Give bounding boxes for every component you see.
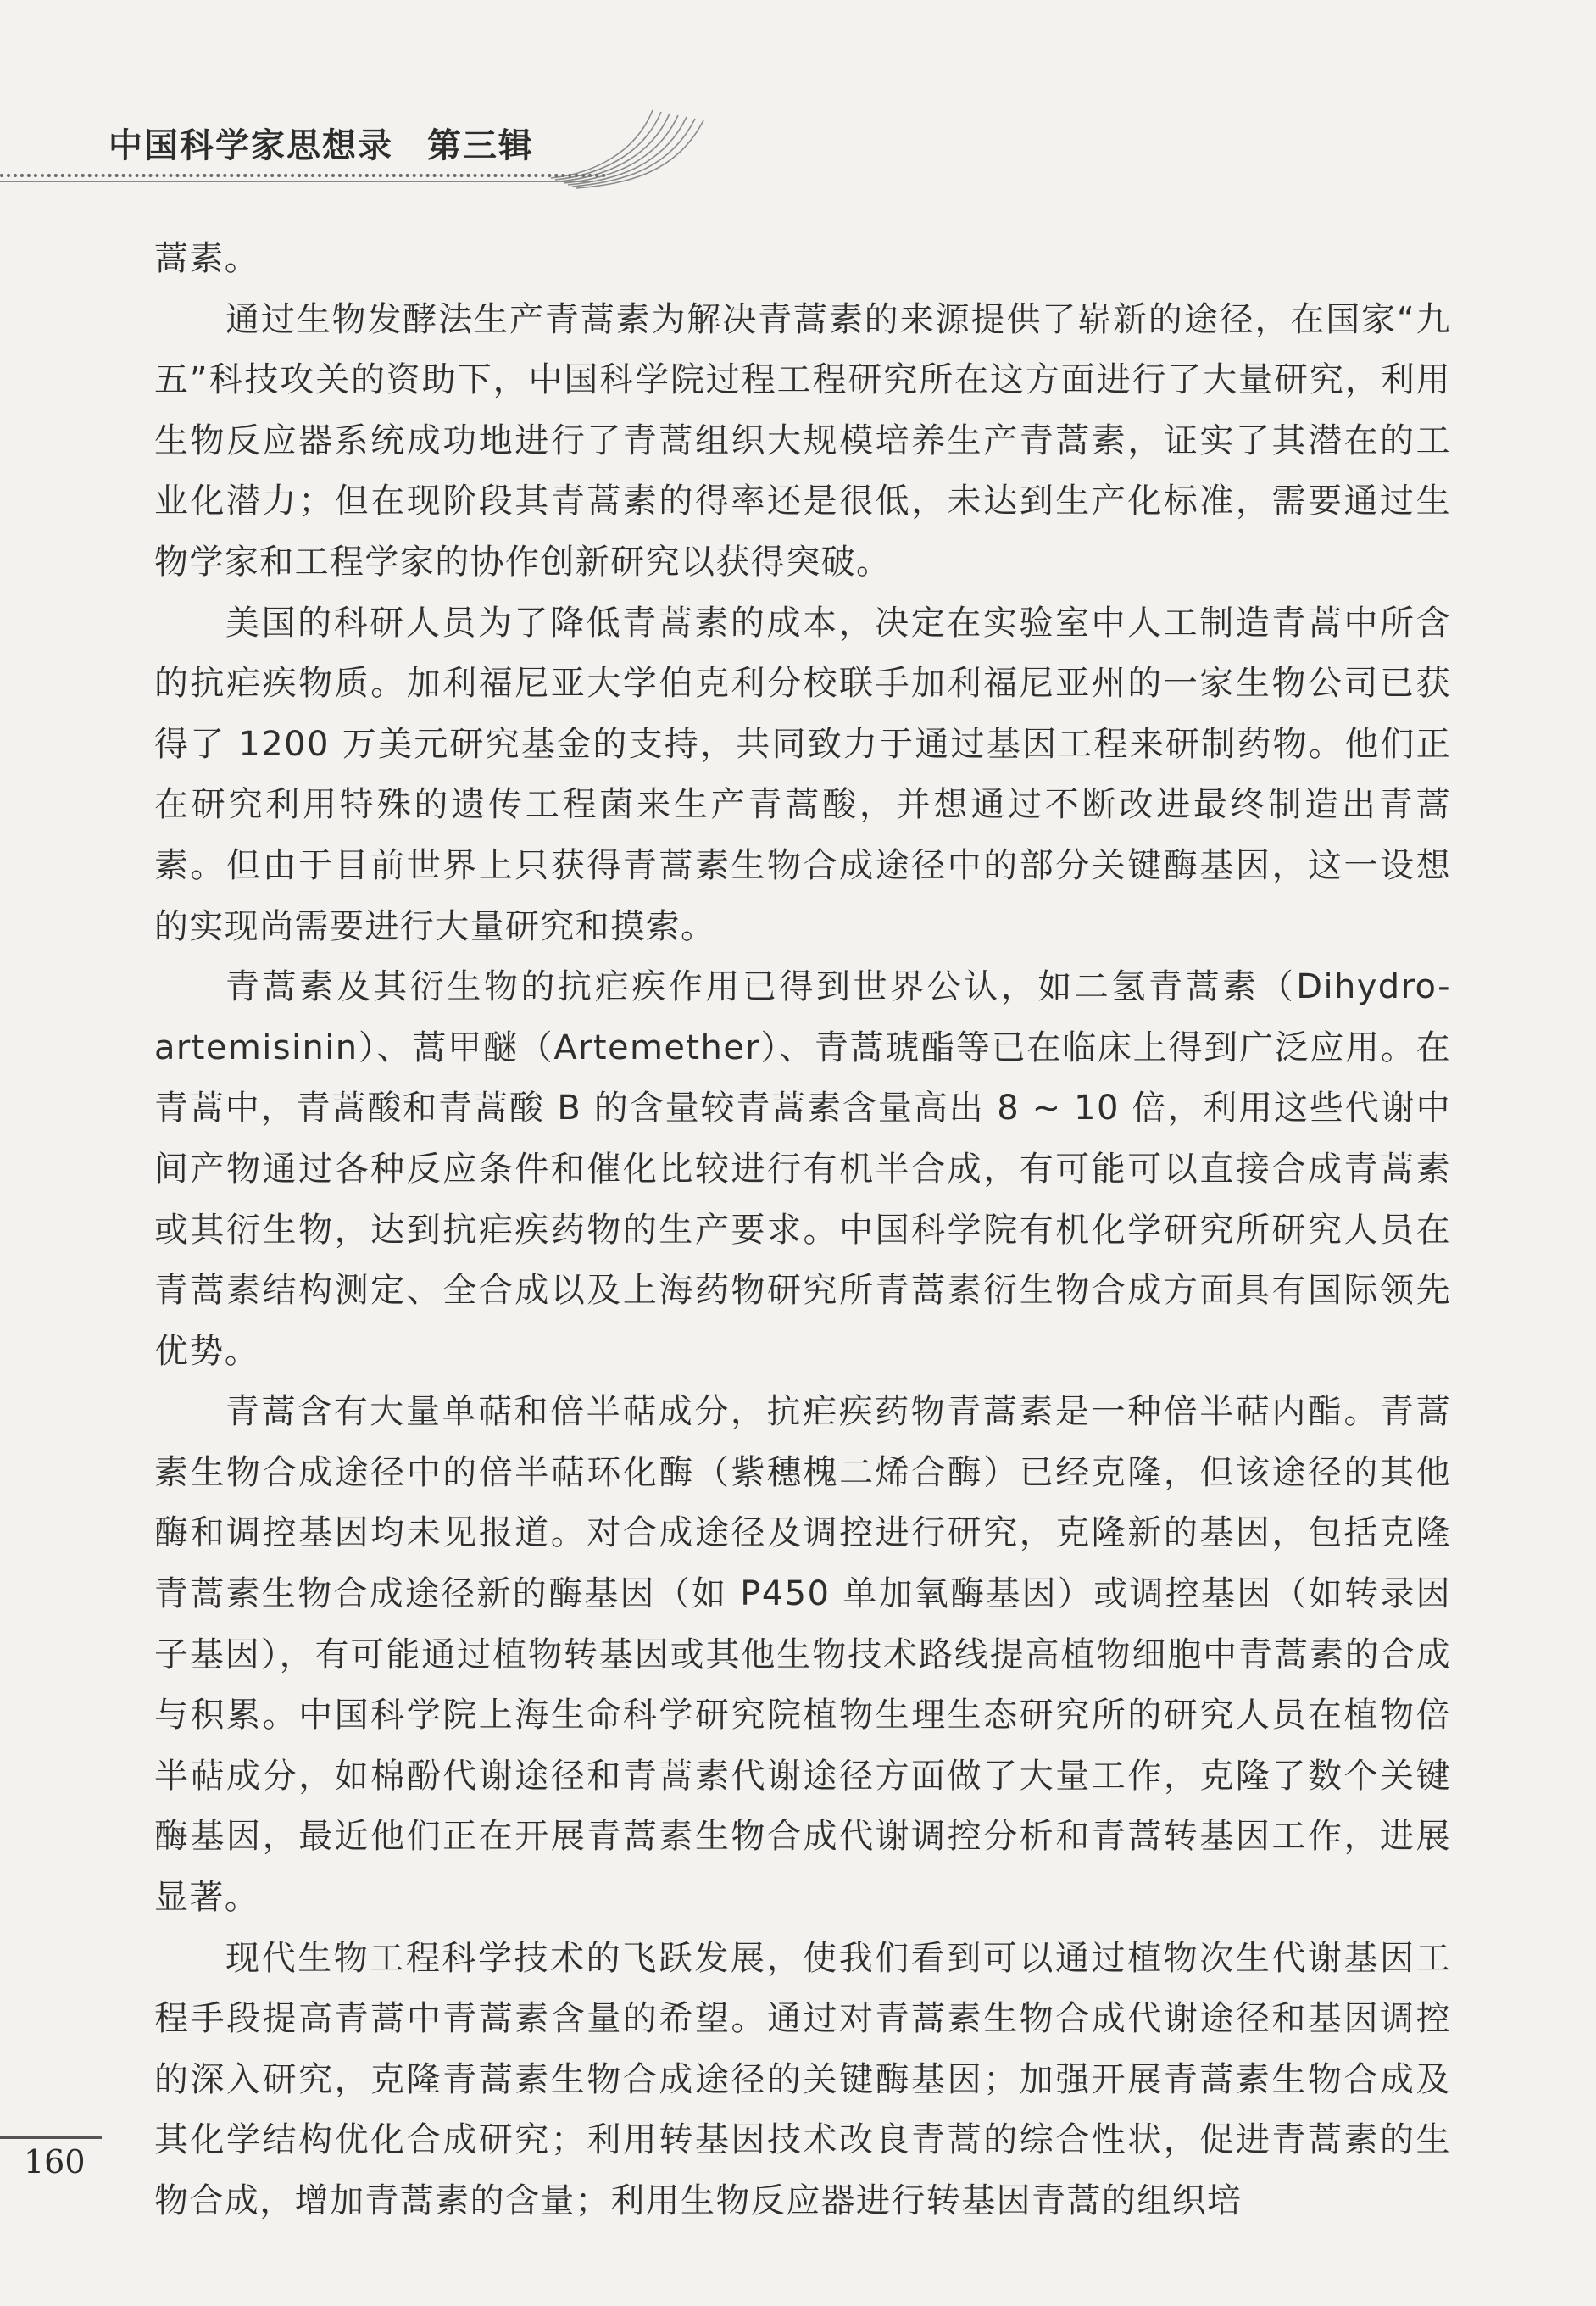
header-rule-secondary [0, 181, 593, 182]
running-header [108, 119, 534, 167]
paragraph: 现代生物工程科学技术的飞跃发展，使我们看到可以通过植物次生代谢基因工程手段提高青蒿中青蒿素含量的希望。通过对青蒿素生物合成代谢途径和基因调控的深入研究，克隆青蒿素生物合成途径的关键酶基因；加强开展青蒿素生物合成及其化学结构优化合成研究；利用转基因技术改良青蒿的综合性状，促进青蒿素的生物合成，增加青蒿素的含量；利用生物反应器进行转基因青蒿的组织培 [154, 1938, 1451, 2220]
paragraph-continuation: 蒿素。 [154, 239, 260, 278]
header-ornament-icon [542, 93, 712, 195]
page-number: 160 [24, 2143, 86, 2181]
series-title: 中国科学家思想录 [108, 125, 393, 165]
paragraph: 通过生物发酵法生产青蒿素为解决青蒿素的来源提供了崭新的途径，在国家“九五”科技攻关的资助下，中国科学院过程工程研究所在这方面进行了大量研究，利用生物反应器系统成功地进行了青蒿组织大规模培养生产青蒿素，证实了其潜在的工业化潜力；但在现阶段其青蒿素的得率还是很低，未达到生产化标准，需要通过生物学家和工程学家的协作创新研究以获得突破。 [154, 299, 1451, 582]
paragraph: 青蒿素及其衍生物的抗疟疾作用已得到世界公认，如二氢青蒿素（Dihydro-artemisinin）、蒿甲醚（Artemether）、青蒿琥酯等已在临床上得到广泛应用。在青蒿中，青蒿酸和青蒿酸 B 的含量较青蒿素含量高出 8 ~ 10 倍，利用这些代谢中间产物通过各种反应条件和催化比较进行有机半合成，有可能可以直接合成青蒿素或其衍生物，达到抗疟疾药物的生产要求。中国科学院有机化学研究所研究人员在青蒿素结构测定、全合成以及上海药物研究所青蒿素衍生物合成方面具有国际领先优势。 [154, 967, 1451, 1371]
paragraph: 美国的科研人员为了降低青蒿素的成本，决定在实验室中人工制造青蒿中所含的抗疟疾物质。加利福尼亚大学伯克利分校联手加利福尼亚州的一家生物公司已获得了 1200 万美元研究基金的支持，共同致力于通过基因工程来研制药物。他们正在研究利用特殊的遗传工程菌来生产青蒿酸，并想通过不断改进最终制造出青蒿素。但由于目前世界上只获得青蒿素生物合成途径中的部分关键酶基因，这一设想的实现尚需要进行大量研究和摸索。 [154, 603, 1451, 946]
page-number-rule [0, 2136, 102, 2139]
paragraph: 青蒿含有大量单萜和倍半萜成分，抗疟疾药物青蒿素是一种倍半萜内酯。青蒿素生物合成途径中的倍半萜环化酶（紫穗槐二烯合酶）已经克隆，但该途径的其他酶和调控基因均未见报道。对合成途径及调控进行研究，克隆新的基因，包括克隆青蒿素生物合成途径新的酶基因（如 P450 单加氧酶基因）或调控基因（如转录因子基因），有可能通过植物转基因或其他生物技术路线提高植物细胞中青蒿素的合成与积累。中国科学院上海生命科学研究院植物生理生态研究所的研究人员在植物倍半萜成分，如棉酚代谢途径和青蒿素代谢途径方面做了大量工作，克隆了数个关键酶基因，最近他们正在开展青蒿素生物合成代谢调控分析和青蒿转基因工作，进展显著。 [154, 1392, 1451, 1918]
header-rule [0, 174, 606, 177]
volume-label: 第三辑 [427, 125, 534, 165]
body-text [154, 229, 1451, 2232]
